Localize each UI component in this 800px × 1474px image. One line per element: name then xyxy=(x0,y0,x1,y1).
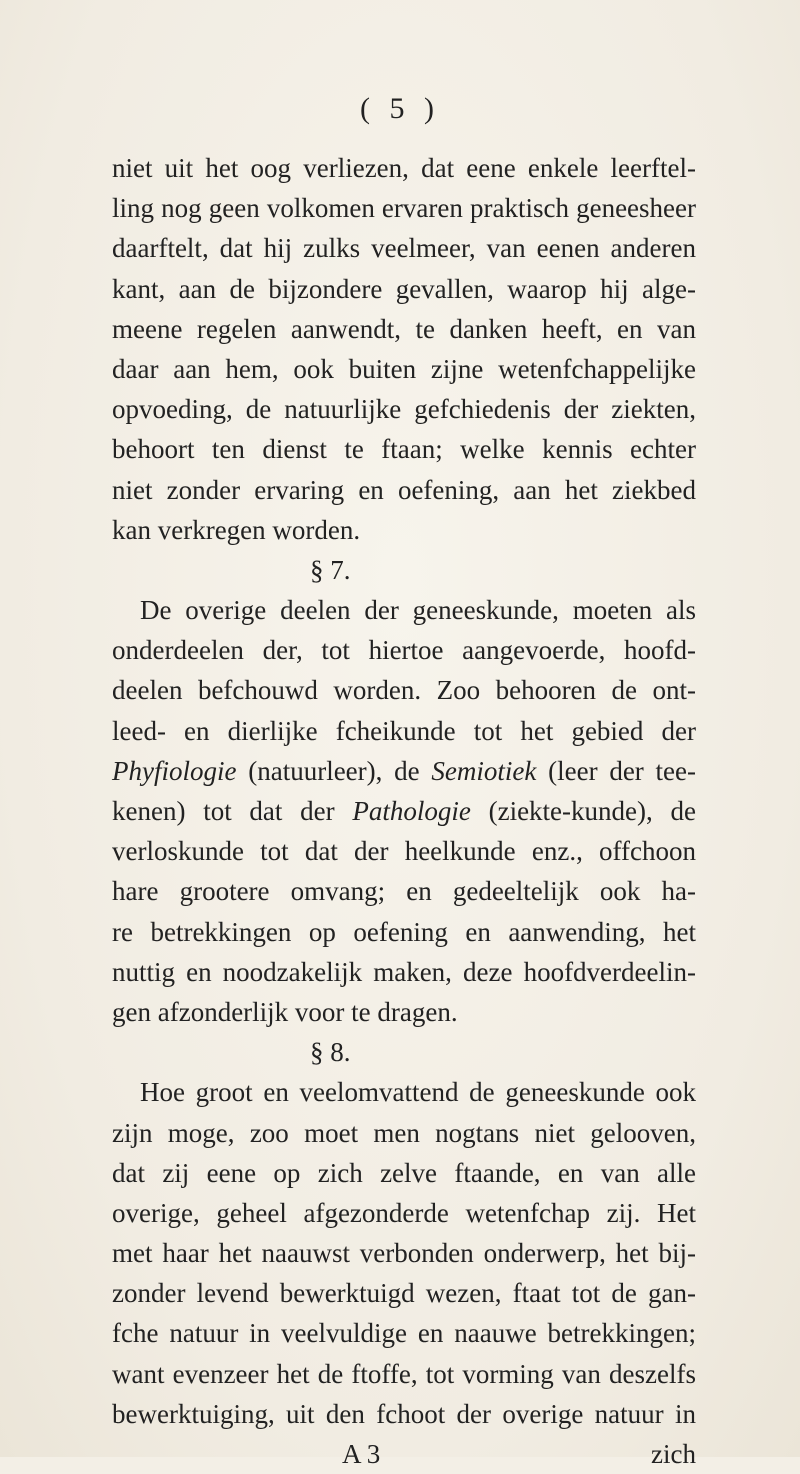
text-line: meene regelen aanwendt, te danken heeft, en van xyxy=(112,313,696,344)
section-heading: § 8. xyxy=(310,1037,351,1068)
text-line: De overige deelen der geneeskunde, moeten als xyxy=(140,595,696,626)
text-span: kenen) tot dat der xyxy=(112,796,353,826)
term-physiologie: Phyfiologie xyxy=(112,755,237,786)
text-line: niet zonder ervaring en oefening, aan het ziekbed xyxy=(112,474,696,505)
text-line: opvoeding, de natuurlijke gefchiedenis der ziekten, xyxy=(112,394,696,425)
text-line: zonder levend bewerktuigd wezen, ftaat tot de gan- xyxy=(112,1278,696,1309)
text-line: daarftelt, dat hij zulks veelmeer, van eenen anderen xyxy=(112,233,696,264)
text-line: zijn moge, zoo moet men nogtans niet gelooven, xyxy=(112,1117,696,1148)
catchword: zich xyxy=(651,1439,696,1469)
text-line: deelen befchouwd worden. Zoo behooren de ont- xyxy=(112,675,696,706)
page-number: ( 5 ) xyxy=(360,92,440,125)
body-text xyxy=(112,148,696,1474)
text-line: nuttig en noodzakelijk maken, deze hoofdverdeelin- xyxy=(112,956,696,987)
text-line: onderdeelen der, tot hiertoe aangevoerde, hoofd- xyxy=(112,635,696,666)
text-line: leed- en dierlijke fcheikunde tot het gebied der xyxy=(112,715,696,746)
text-line: behoort ten dienst te ftaan; welke kennis echter xyxy=(112,434,696,465)
text-line: fche natuur in veelvuldige en naauwe betrekkingen; xyxy=(112,1318,696,1349)
text-span: (leer der tee- xyxy=(536,755,697,786)
text-line: want evenzeer het de ftoffe, tot vorming van deszelfs xyxy=(112,1358,696,1389)
term-semiotiek: Semiotiek xyxy=(431,755,537,786)
text-line: met haar het naauwst verbonden onderwerp, het bij- xyxy=(112,1238,696,1269)
term-pathologie: Pathologie xyxy=(352,796,471,826)
text-line: daar aan hem, ook buiten zijne wetenfchappelijke xyxy=(112,353,696,384)
text-line-mixed xyxy=(112,791,696,831)
text-line: Hoe groot en veelomvattend de geneeskunde ook xyxy=(140,1077,696,1108)
text-line: niet uit het oog verliezen, dat eene enkele leerftel- xyxy=(112,153,696,183)
text-line: gen afzonderlijk voor te dragen. xyxy=(112,996,458,1027)
text-line: bewerktuiging, uit den fchoot der overige natuur in xyxy=(112,1398,696,1429)
section-heading: § 7. xyxy=(310,554,351,585)
text-line: hare grootere omvang; en gedeeltelijk ook ha- xyxy=(112,876,696,907)
text-line: re betrekkingen op oefening en aanwending, het xyxy=(112,916,696,947)
page-footer xyxy=(112,1434,696,1474)
text-line: kant, aan de bijzondere gevallen, waarop hij alge- xyxy=(112,273,696,304)
text-span: (natuurleer), de xyxy=(236,755,432,786)
text-line: dat zij eene op zich zelve ftaande, en van alle xyxy=(112,1157,696,1188)
text-line: ling nog geen volkomen ervaren praktisch geneesheer xyxy=(112,193,696,224)
text-line-mixed xyxy=(112,751,696,791)
text-line: overige, geheel afgezonderde wetenfchap zij. Het xyxy=(112,1197,696,1228)
text-line: kan verkregen worden. xyxy=(112,514,361,545)
text-span: (ziekte-kunde), de xyxy=(470,796,696,826)
signature-mark: A 3 xyxy=(342,1439,381,1469)
text-line: verloskunde tot dat der heelkunde enz., offchoon xyxy=(112,836,696,867)
